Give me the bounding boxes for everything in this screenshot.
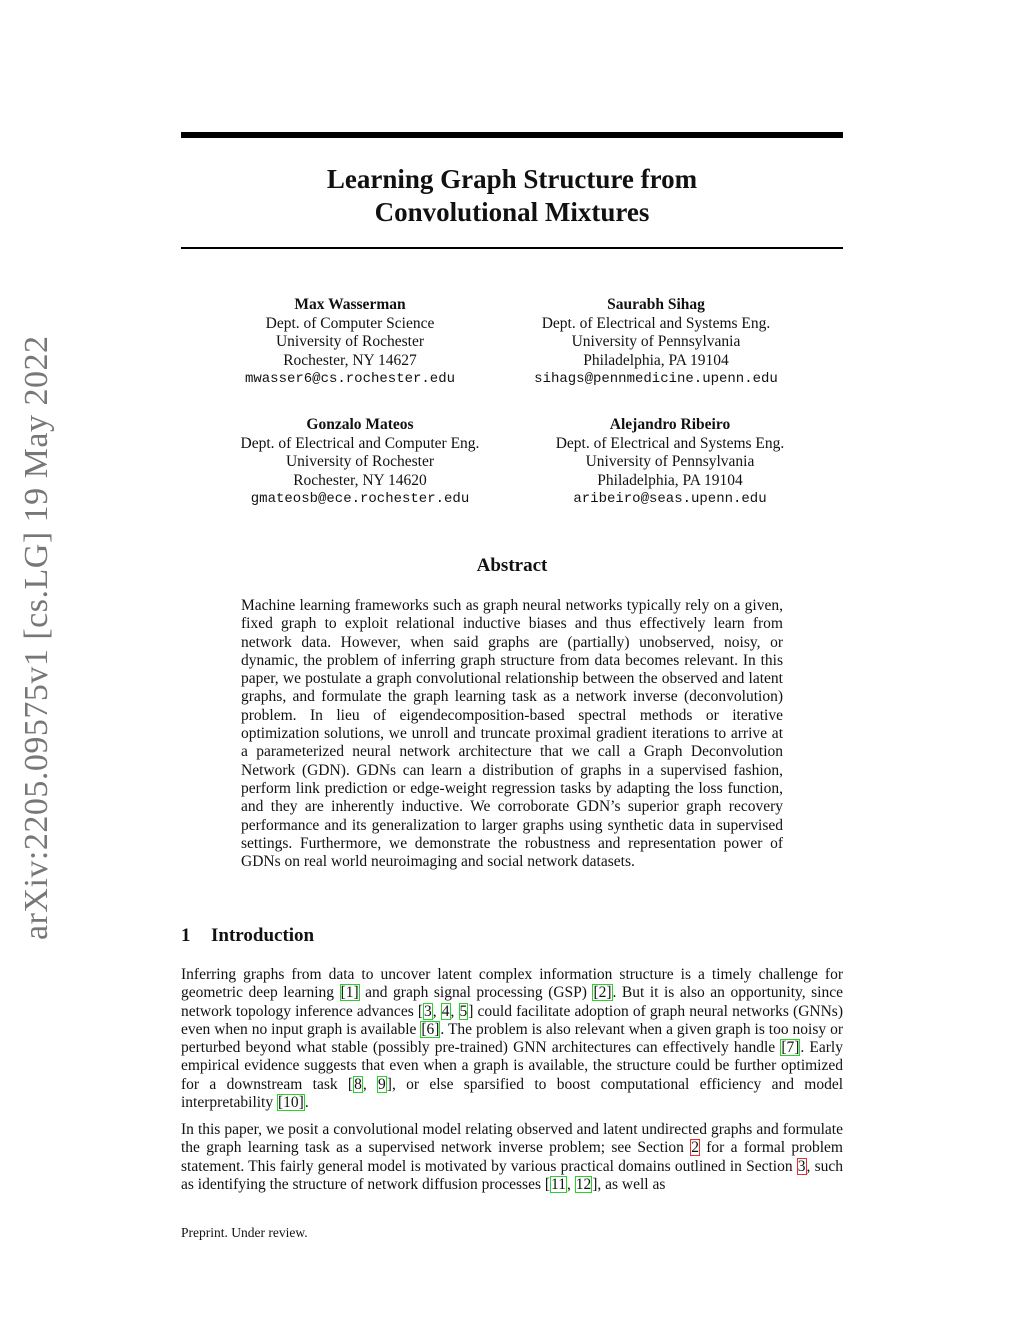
text-run: , [450, 1002, 459, 1020]
citation-link[interactable]: 11 [551, 1175, 566, 1193]
citation-link[interactable]: [1] [340, 984, 359, 1002]
text-run: . Early empirical evidence suggests that even when a graph is available, the structure could be further optimized for a downstream task [ [181, 1039, 843, 1093]
author-city: Rochester, NY 14620 [293, 471, 427, 489]
author-city: Philadelphia, PA 19104 [583, 351, 729, 369]
citation-link[interactable]: 12 [575, 1175, 592, 1193]
section-heading-introduction [181, 925, 314, 947]
author-university: University of Pennsylvania [585, 453, 755, 470]
text-run: . The problem is also relevant when a given graph is too noisy or perturbed beyond what stable (possibly pre-trained) GNN architectures can effectively handle [181, 1020, 843, 1057]
author-block-4 [520, 416, 820, 509]
text-run: , [566, 1175, 575, 1193]
author-name: Gonzalo Mateos [306, 416, 414, 433]
footer-note: Preprint. Under review. [181, 1225, 308, 1240]
author-dept: Dept. of Electrical and Systems Eng. [555, 434, 785, 452]
text-run: . But it is also an opportunity, since network topology inference advances [ [181, 984, 844, 1020]
author-university: University of Rochester [285, 453, 435, 470]
text-run: , [432, 1002, 441, 1020]
citation-link[interactable]: 5 [459, 1002, 468, 1020]
citation-link[interactable]: [7] [781, 1039, 800, 1057]
author-name: Alejandro Ribeiro [609, 416, 731, 433]
author-city: Rochester, NY 14627 [283, 351, 417, 369]
author-city: Philadelphia, PA 19104 [597, 471, 743, 489]
text-run: , [362, 1075, 378, 1093]
author-email[interactable]: sihags@pennmedicine.upenn.edu [534, 371, 778, 387]
citation-link[interactable]: 4 [441, 1002, 450, 1020]
intro-paragraph-1 [181, 966, 843, 1112]
text-run: Inferring graphs from data to uncover latent complex information structure is a timely challenge for geometric deep learning [181, 966, 843, 1002]
text-run: ], or else sparsified to boost computational efficiency and model interpretability [181, 1075, 844, 1112]
section-reference-link[interactable]: 3 [797, 1157, 806, 1175]
text-run: In this paper, we posit a convolutional model relating observed and latent undirected graphs and formulate the graph learning task as a supervised network inverse problem; see Section [181, 1121, 843, 1157]
citation-link[interactable]: [2] [593, 984, 612, 1002]
author-block-1 [200, 296, 500, 389]
section-number: 1 [181, 925, 191, 946]
citation-link[interactable]: [6] [421, 1020, 440, 1038]
author-dept: Dept. of Electrical and Computer Eng. [240, 434, 480, 452]
section-reference-link[interactable]: 2 [691, 1139, 699, 1157]
text-run: for a formal problem statement. This fairly general model is motivated by various practical domains outlined in Section [181, 1139, 843, 1175]
abstract-text: Machine learning frameworks such as graph neural networks typically rely on a given, fixed graph to exploit relational inductive biases and thus effectively learn from network data. However, when said graphs are (partially) unobserved, noisy, or dynamic, the problem of inferring graph structure from data becomes relevant. In this paper, we postulate a graph convolutional relationship between the observed and latent graphs, and formulate the graph learning task as a network inverse (deconvolution) problem. In lieu of eigendecomposition-based spectral methods or iterative optimization solutions, we unroll and truncate proximal gradient iterations to arrive at a parameterized neural network architecture that we call a Graph Deconvolution Network (GDN). GDNs can learn a distribution of graphs in a supervised fashion, perform link prediction or edge-weight regression tasks by adapting the loss function, and they are inherently inductive. We corroborate GDN’s superior graph recovery performance and its generalization to larger graphs using synthetic data in supervised settings. Furthermore, we demonstrate the robustness and representation power of GDNs on real world neuroimaging and social network datasets. [241, 597, 783, 871]
author-name: Max Wasserman [294, 296, 406, 313]
intro-paragraph-2 [181, 1121, 843, 1194]
title-line-1: Learning Graph Structure from [326, 164, 698, 194]
text-run: ], as well as [592, 1175, 666, 1193]
author-dept: Dept. of Computer Science [265, 314, 435, 332]
arxiv-identifier: arXiv:2205.09575v1 [cs.LG] 19 May 2022 [18, 335, 55, 940]
title-top-rule [181, 132, 843, 138]
text-run: . [304, 1094, 309, 1112]
author-university: University of Rochester [275, 333, 425, 350]
author-email[interactable]: mwasser6@cs.rochester.edu [244, 371, 456, 387]
title-line-2: Convolutional Mixtures [374, 197, 650, 227]
section-title: Introduction [211, 925, 315, 946]
title-bottom-rule [181, 247, 843, 249]
citation-link[interactable]: 3 [424, 1002, 432, 1020]
text-run: and graph signal processing (GSP) [359, 984, 593, 1002]
abstract-heading: Abstract [476, 555, 548, 576]
citation-link[interactable]: [10] [277, 1094, 304, 1112]
text-run: ] could facilitate adoption of graph neural networks (GNNs) even when no input graph is available [181, 1002, 843, 1038]
author-email[interactable]: aribeiro@seas.upenn.edu [573, 491, 767, 507]
paper-title [181, 163, 843, 229]
author-block-3 [200, 416, 520, 509]
author-block-2 [506, 296, 806, 389]
author-university: University of Pennsylvania [571, 333, 741, 350]
citation-link[interactable]: 8 [354, 1075, 362, 1093]
citation-link[interactable]: 9 [378, 1075, 386, 1093]
author-dept: Dept. of Electrical and Systems Eng. [541, 314, 771, 332]
text-run: , such as identifying the structure of network diffusion processes [ [181, 1157, 843, 1193]
author-name: Saurabh Sihag [607, 296, 705, 313]
author-email[interactable]: gmateosb@ece.rochester.edu [250, 491, 470, 507]
